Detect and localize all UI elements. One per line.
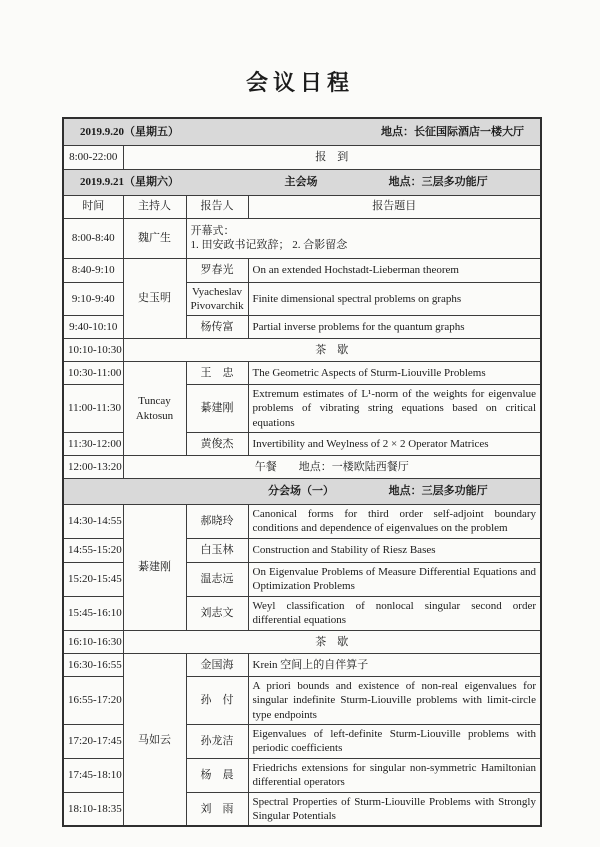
time-cell: 8:00-22:00: [63, 145, 123, 169]
speaker-cell: 郝晓玲: [186, 504, 248, 538]
time-cell: 12:00-13:20: [63, 455, 123, 478]
day1-header-cell: [63, 118, 541, 145]
time-cell: 14:55-15:20: [63, 538, 123, 562]
time-cell: 8:00-8:40: [63, 218, 123, 258]
talk-title-cell: Invertibility and Weylness of 2 × 2 Operator Matrices: [248, 432, 541, 455]
time-cell: 9:40-10:10: [63, 316, 123, 339]
day2-venue: 主会场: [284, 175, 318, 188]
talk-row: [63, 362, 541, 385]
speaker-cell: 杨传富: [186, 316, 248, 339]
col-header-time: 时间: [63, 195, 123, 218]
time-cell: 17:45-18:10: [63, 758, 123, 792]
speaker-cell: 金国海: [186, 653, 248, 676]
tea-break-cell: 茶 歇: [123, 339, 541, 362]
time-cell: 18:10-18:35: [63, 792, 123, 826]
time-cell: 16:55-17:20: [63, 676, 123, 724]
speaker-cell: 孙龙洁: [186, 724, 248, 758]
talk-title-cell: Weyl classification of nonlocal singular second order differential equations: [248, 596, 541, 630]
speaker-cell: 杨 晨: [186, 758, 248, 792]
time-cell: 9:10-9:40: [63, 282, 123, 316]
speaker-cell: 刘志文: [186, 596, 248, 630]
column-header-row: [63, 195, 541, 218]
chair-cell: 綦建刚: [123, 504, 186, 630]
time-cell: 14:30-14:55: [63, 504, 123, 538]
time-cell: 15:45-16:10: [63, 596, 123, 630]
time-cell: 10:30-11:00: [63, 362, 123, 385]
col-header-title: 报告题目: [248, 195, 541, 218]
opening-line1: 开幕式：: [190, 224, 235, 237]
day1-location: 地点：长征国际酒店一楼大厅: [381, 125, 524, 138]
speaker-cell: 温志远: [186, 562, 248, 596]
talk-title-cell: On Eigenvalue Problems of Measure Differential Equations and Optimization Problems: [248, 562, 541, 596]
talk-row: [63, 504, 541, 538]
talk-title-cell: On an extended Hochstadt-Lieberman theorem: [248, 258, 541, 282]
tea-break-cell: 茶 歇: [123, 630, 541, 653]
day2-location: 地点：三层多功能厅: [388, 175, 488, 188]
time-cell: 16:10-16:30: [63, 630, 123, 653]
chair-cell: 马如云: [123, 653, 186, 826]
time-cell: 16:30-16:55: [63, 653, 123, 676]
talk-title-cell: Friedrichs extensions for singular non-symmetric Hamiltonian differential operators: [248, 758, 541, 792]
talk-title-cell: Spectral Properties of Sturm-Liouville Problems with Strongly Singular Potentials: [248, 792, 541, 826]
registration-row: [63, 145, 541, 169]
speaker-cell: 王 忠: [186, 362, 248, 385]
time-cell: 11:30-12:00: [63, 432, 123, 455]
talk-title-cell: Finite dimensional spectral problems on graphs: [248, 282, 541, 316]
talk-title-cell: A priori bounds and existence of non-real eigenvalues for singular indefinite Sturm-Liouville problems with limit-circle type endpoints: [248, 676, 541, 724]
breakout-name: 分会场（一）: [267, 485, 334, 498]
opening-line2: 1. 田安政书记致辞； 2. 合影留念: [190, 239, 348, 251]
talk-title-cell: Krein 空间上的自伴算子: [248, 653, 541, 676]
opening-event-cell: [186, 218, 541, 258]
speaker-cell: 罗春光: [186, 258, 248, 282]
speaker-cell: 綦建刚: [186, 385, 248, 433]
time-cell: 10:10-10:30: [63, 339, 123, 362]
breakout-header-cell: [63, 478, 541, 504]
talk-title-cell: Eigenvalues of left-definite Sturm-Liouville problems with periodic coefficients: [248, 724, 541, 758]
opening-row: [63, 218, 541, 258]
talk-title-cell: Extremum estimates of L¹-norm of the weights for eigenvalue problems of vibrating string equations based on critical equations: [248, 385, 541, 433]
talk-row: [63, 653, 541, 676]
day2-header-row: [63, 169, 541, 195]
col-header-chair: 主持人: [123, 195, 186, 218]
speaker-cell: 刘 雨: [186, 792, 248, 826]
breakout-header-row: [63, 478, 541, 504]
talk-title-cell: The Geometric Aspects of Sturm-Liouville Problems: [248, 362, 541, 385]
speaker-cell: 孙 付: [186, 676, 248, 724]
lunch-row: [63, 455, 541, 478]
tea-break-row: [63, 339, 541, 362]
talk-title-cell: Canonical forms for third order self-adjoint boundary conditions and dependence of eigenvalues on the problem: [248, 504, 541, 538]
breakout-location: 地点：三层多功能厅: [388, 485, 488, 498]
col-header-speaker: 报告人: [186, 195, 248, 218]
page-title: 会议日程: [245, 70, 354, 95]
speaker-cell: 黄俊杰: [186, 432, 248, 455]
chair-cell: 魏广生: [123, 218, 186, 258]
talk-row: [63, 258, 541, 282]
time-cell: 8:40-9:10: [63, 258, 123, 282]
time-cell: 11:00-11:30: [63, 385, 123, 433]
registration-event-cell: 报 到: [123, 145, 541, 169]
time-cell: 17:20-17:45: [63, 724, 123, 758]
speaker-cell: Vyacheslav Pivovarchik: [186, 282, 248, 316]
talk-title-cell: Construction and Stability of Riesz Bases: [248, 538, 541, 562]
lunch-cell: 午餐 地点：一楼欧陆西餐厅: [123, 455, 541, 478]
time-cell: 15:20-15:45: [63, 562, 123, 596]
chair-cell: 史玉明: [123, 258, 186, 339]
talk-title-cell: Partial inverse problems for the quantum graphs: [248, 316, 541, 339]
day2-date: 2019.9.21（星期六）: [80, 175, 179, 188]
speaker-cell: 白玉林: [186, 538, 248, 562]
day1-header-row: [63, 118, 541, 145]
chair-cell: Tuncay Aktosun: [123, 362, 186, 456]
tea-break-row: [63, 630, 541, 653]
day2-header-cell: [63, 169, 541, 195]
day1-date: 2019.9.20（星期五）: [80, 125, 179, 138]
schedule-table: [62, 117, 542, 827]
